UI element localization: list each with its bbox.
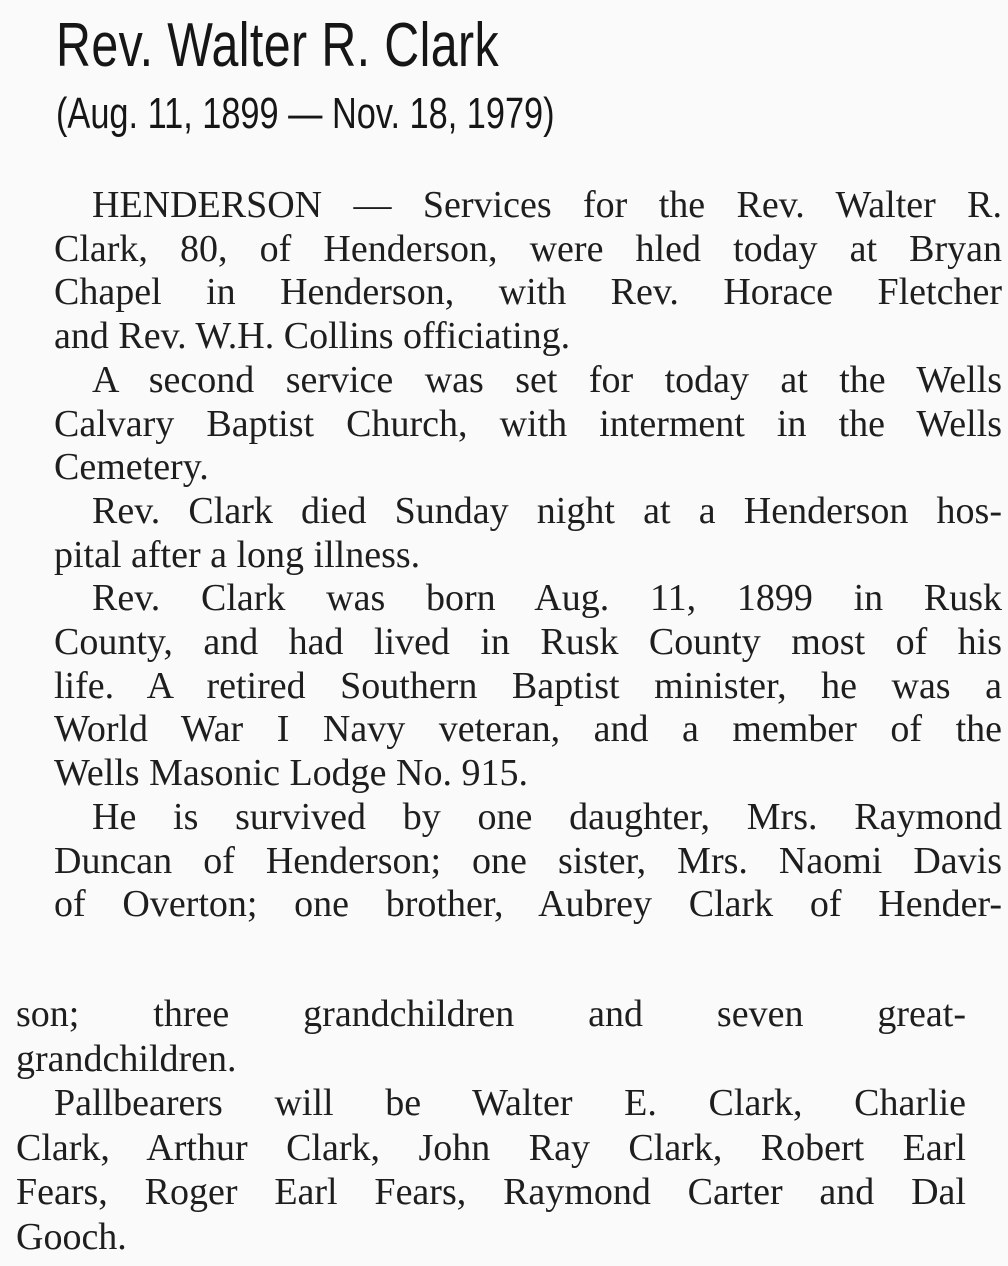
article-line: Cemetery. (54, 446, 209, 489)
obituary-headline: Rev. Walter R. Clark (56, 11, 500, 80)
article-line: Clark, Arthur Clark, John Ray Clark, Robert Earl (16, 1126, 966, 1169)
article-line: Rev. Clark was born Aug. 11, 1899 in Rusk (92, 577, 1002, 620)
obituary-dates: (Aug. 11, 1899 — Nov. 18, 1979) (56, 89, 555, 138)
article-column-2 (16, 992, 966, 1259)
article-line: World War I Navy veteran, and a member of the (54, 708, 1002, 751)
article-line: pital after a long illness. (54, 533, 421, 576)
article-line: Clark, 80, of Henderson, were hled today at Bryan (54, 227, 1002, 270)
article-line: grandchildren. (16, 1037, 237, 1080)
article-line: Fears, Roger Earl Fears, Raymond Carter and Dal (16, 1171, 966, 1213)
article-line: of Overton; one brother, Aubrey Clark of Hender- (54, 883, 1002, 926)
article-line: Wells Masonic Lodge No. 915. (54, 752, 528, 795)
article-line: Rev. Clark died Sunday night at a Henderson hos- (92, 489, 1002, 532)
article-line: HENDERSON — Services for the Rev. Walter R. (92, 184, 1002, 226)
article-line: County, and had lived in Rusk County most of his (54, 621, 1002, 664)
article-line: Calvary Baptist Church, with interment in the Wells (54, 402, 1002, 445)
article-line: Pallbearers will be Walter E. Clark, Charlie (54, 1082, 966, 1124)
article-line: and Rev. W.H. Collins officiating. (54, 315, 571, 358)
article-line: Chapel in Henderson, with Rev. Horace Fletcher (54, 271, 1002, 314)
article-line: son; three grandchildren and seven great- (16, 993, 966, 1035)
article-line: A second service was set for today at the Wells (92, 358, 1002, 401)
article-line: Gooch. (16, 1215, 127, 1258)
article-line: Duncan of Henderson; one sister, Mrs. Naomi Davis (54, 839, 1002, 882)
article-column-1 (54, 184, 1002, 927)
article-line: life. A retired Southern Baptist minister, he was a (54, 664, 1002, 707)
article-line: He is survived by one daughter, Mrs. Raymond (92, 795, 1002, 838)
